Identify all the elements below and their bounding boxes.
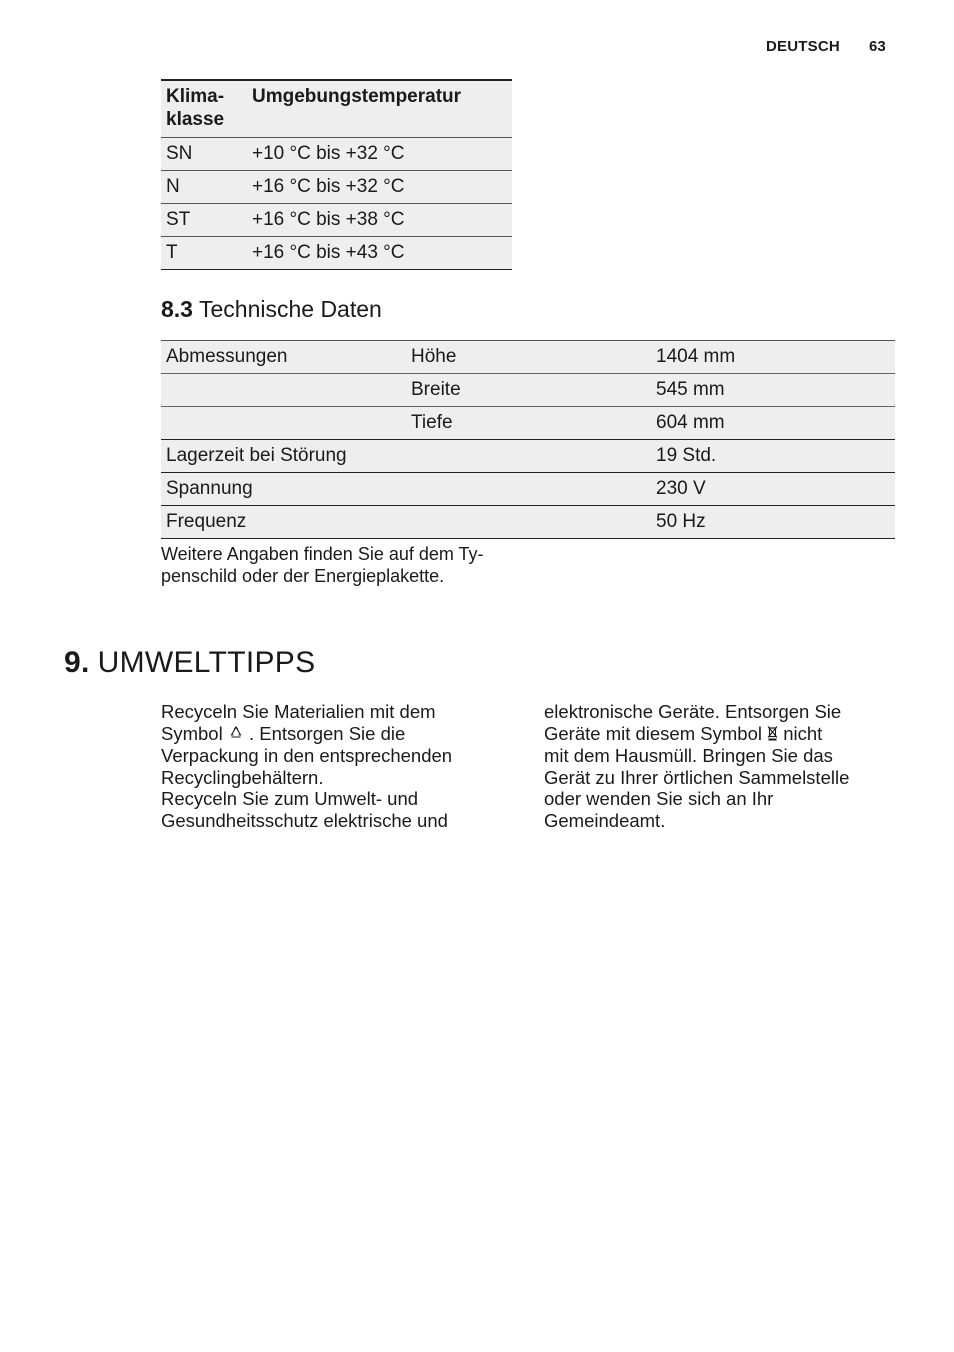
temp-cell: +10 °C bis +32 °C <box>247 138 512 171</box>
value-cell: 604 mm <box>651 407 895 440</box>
table-row <box>161 506 895 539</box>
note-line: Weitere Angaben finden Sie auf dem Ty- <box>161 544 484 564</box>
temp-cell: +16 °C bis +38 °C <box>247 204 512 237</box>
body-line: Recyclingbehältern. <box>161 766 324 788</box>
temp-cell: +16 °C bis +32 °C <box>247 171 512 204</box>
body-line: Recyceln Sie zum Umwelt- und <box>161 788 419 810</box>
chapter-number: 9. <box>64 646 90 679</box>
chapter-heading <box>64 646 315 680</box>
temp-cell: +16 °C bis +43 °C <box>247 237 512 270</box>
body-line <box>544 723 889 746</box>
header-klasse <box>161 80 247 138</box>
body-line: Gesundheitsschutz elektrische und <box>161 809 448 831</box>
table-row <box>161 204 512 237</box>
table-row <box>161 374 895 407</box>
label-cell <box>161 407 406 440</box>
table-row <box>161 440 895 473</box>
table-header-row <box>161 80 512 138</box>
value-cell: 230 V <box>651 473 895 506</box>
header-language: DEUTSCH <box>766 38 840 55</box>
table-row <box>161 237 512 270</box>
body-text: nicht <box>778 722 823 744</box>
value-cell: 545 mm <box>651 374 895 407</box>
technical-data-table <box>161 340 895 539</box>
body-line <box>161 723 501 746</box>
sublabel-cell <box>406 506 651 539</box>
label-cell <box>161 374 406 407</box>
label-cell: Lagerzeit bei Störung <box>161 440 406 473</box>
body-text: Symbol <box>161 722 228 744</box>
klasse-cell: ST <box>161 204 247 237</box>
climate-class-table <box>161 79 512 270</box>
sublabel-cell: Höhe <box>406 341 651 374</box>
sublabel-cell: Tiefe <box>406 407 651 440</box>
sublabel-cell <box>406 440 651 473</box>
table-row <box>161 138 512 171</box>
body-line: elektronische Geräte. Entsorgen Sie <box>544 701 842 722</box>
value-cell: 19 Std. <box>651 440 895 473</box>
chapter-title: UMWELTTIPPS <box>97 646 316 679</box>
klasse-cell: N <box>161 171 247 204</box>
body-column-left <box>161 701 501 832</box>
body-line: Gerät zu Ihrer örtlichen Sammelstelle <box>544 766 850 788</box>
label-cell: Spannung <box>161 473 406 506</box>
header-klasse-line1: Klima- <box>166 86 225 107</box>
note-line: penschild oder der Energieplakette. <box>161 566 445 586</box>
sublabel-cell <box>406 473 651 506</box>
header-klasse-line2: klasse <box>166 109 225 130</box>
table-row <box>161 341 895 374</box>
value-cell: 50 Hz <box>651 506 895 539</box>
body-line: Recyceln Sie Materialien mit dem <box>161 701 436 722</box>
additional-info-note <box>161 543 521 587</box>
body-line: mit dem Hausmüll. Bringen Sie das <box>544 745 833 767</box>
table-row <box>161 171 512 204</box>
body-text: Geräte mit diesem Symbol <box>544 722 768 744</box>
section-heading <box>161 296 382 323</box>
label-cell: Abmessungen <box>161 341 406 374</box>
table-row <box>161 473 895 506</box>
body-text: . Entsorgen Sie die <box>243 722 406 744</box>
sublabel-cell: Breite <box>406 374 651 407</box>
section-number: 8.3 <box>161 296 193 322</box>
body-line: Verpackung in den entsprechenden <box>161 745 453 767</box>
recycle-icon <box>228 725 244 744</box>
section-title: Technische Daten <box>198 296 382 322</box>
label-cell: Frequenz <box>161 506 406 539</box>
crossed-bin-icon <box>767 725 778 744</box>
klasse-cell: T <box>161 237 247 270</box>
body-line: Gemeindeamt. <box>544 809 666 831</box>
value-cell: 1404 mm <box>651 341 895 374</box>
body-column-right <box>544 701 889 832</box>
header-temperature: Umgebungstemperatur <box>247 80 512 138</box>
table-row <box>161 407 895 440</box>
page-number: 63 <box>869 38 886 55</box>
body-line: oder wenden Sie sich an Ihr <box>544 788 774 810</box>
klasse-cell: SN <box>161 138 247 171</box>
